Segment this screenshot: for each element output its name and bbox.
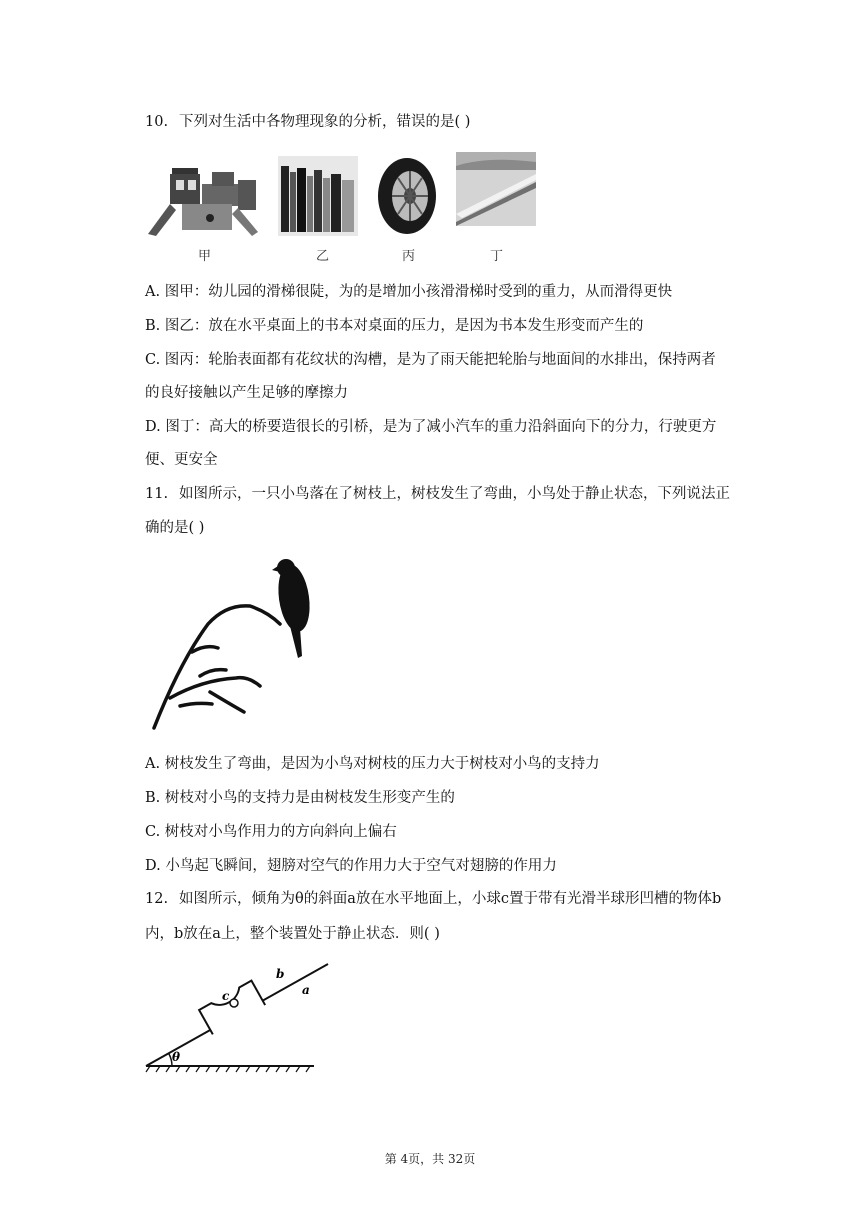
question-10-stem	[145, 112, 470, 132]
books-figure	[278, 156, 358, 236]
option-10-a: A. 图甲：幼儿园的滑梯很陡，为的是增加小孩滑滑梯时受到的重力，从而滑得更快	[145, 284, 673, 300]
question-11-stem-cont: 确的是( )	[145, 520, 205, 536]
question-11-stem	[145, 484, 730, 504]
label-a: a	[302, 983, 310, 997]
bridge-figure	[456, 152, 536, 226]
label-c: c	[222, 989, 230, 1003]
option-11-a: A. 树枝发生了弯曲，是因为小鸟对树枝的压力大于树枝对小鸟的支持力	[145, 756, 600, 772]
option-10-c: C. 图丙：轮胎表面都有花纹状的沟槽，是为了雨天能把轮胎与地面间的水排出，保持两者	[145, 352, 716, 368]
incline-diagram	[142, 958, 332, 1078]
bird-silhouette	[272, 559, 314, 658]
tire-figure	[376, 156, 438, 236]
option-11-d: D. 小鸟起飞瞬间，翅膀对空气的作用力大于空气对翅膀的作用力	[145, 858, 557, 874]
question-12-stem-cont: 内，b放在a上，整个装置处于静止状态．则( )	[145, 926, 440, 942]
option-11-c: C. 树枝对小鸟作用力的方向斜向上偏右	[145, 824, 397, 840]
figure-label-bing: 丙	[402, 249, 416, 264]
option-10-d: D. 图丁：高大的桥要造很长的引桥，是为了减小汽车的重力沿斜面向下的分力，行驶更方	[145, 419, 717, 435]
option-10-c-cont: 的良好接触以产生足够的摩擦力	[145, 385, 348, 401]
question-12-stem	[145, 889, 721, 909]
question-number: 11.	[145, 486, 169, 502]
page-footer: 第 4页，共 32页	[384, 1152, 476, 1166]
bird-on-branch-figure	[140, 552, 320, 732]
ball-c	[230, 999, 238, 1007]
question-number: 10.	[145, 114, 169, 130]
option-10-b: B. 图乙：放在水平桌面上的书本对桌面的压力，是因为书本发生形变而产生的	[145, 318, 644, 334]
option-10-d-cont: 便、更安全	[145, 452, 218, 468]
question-text: 如图所示，一只小鸟落在了树枝上，树枝发生了弯曲，小鸟处于静止状态，下列说法正	[179, 486, 730, 502]
figure-label-ding: 丁	[490, 249, 504, 264]
question-text: 下列对生活中各物理现象的分析，错误的是( )	[179, 114, 471, 130]
theta-label: θ	[172, 1050, 181, 1064]
figure-label-jia: 甲	[198, 249, 212, 264]
slide-figure	[142, 160, 260, 242]
question-number: 12.	[145, 891, 169, 907]
grooved-block-b	[199, 981, 265, 1035]
option-11-b: B. 树枝对小鸟的支持力是由树枝发生形变产生的	[145, 790, 455, 806]
question-text: 如图所示，倾角为θ的斜面a放在水平地面上，小球c置于带有光滑半球形凹槽的物体b	[179, 891, 722, 907]
figure-label-yi: 乙	[316, 249, 330, 264]
label-b: b	[276, 967, 285, 981]
